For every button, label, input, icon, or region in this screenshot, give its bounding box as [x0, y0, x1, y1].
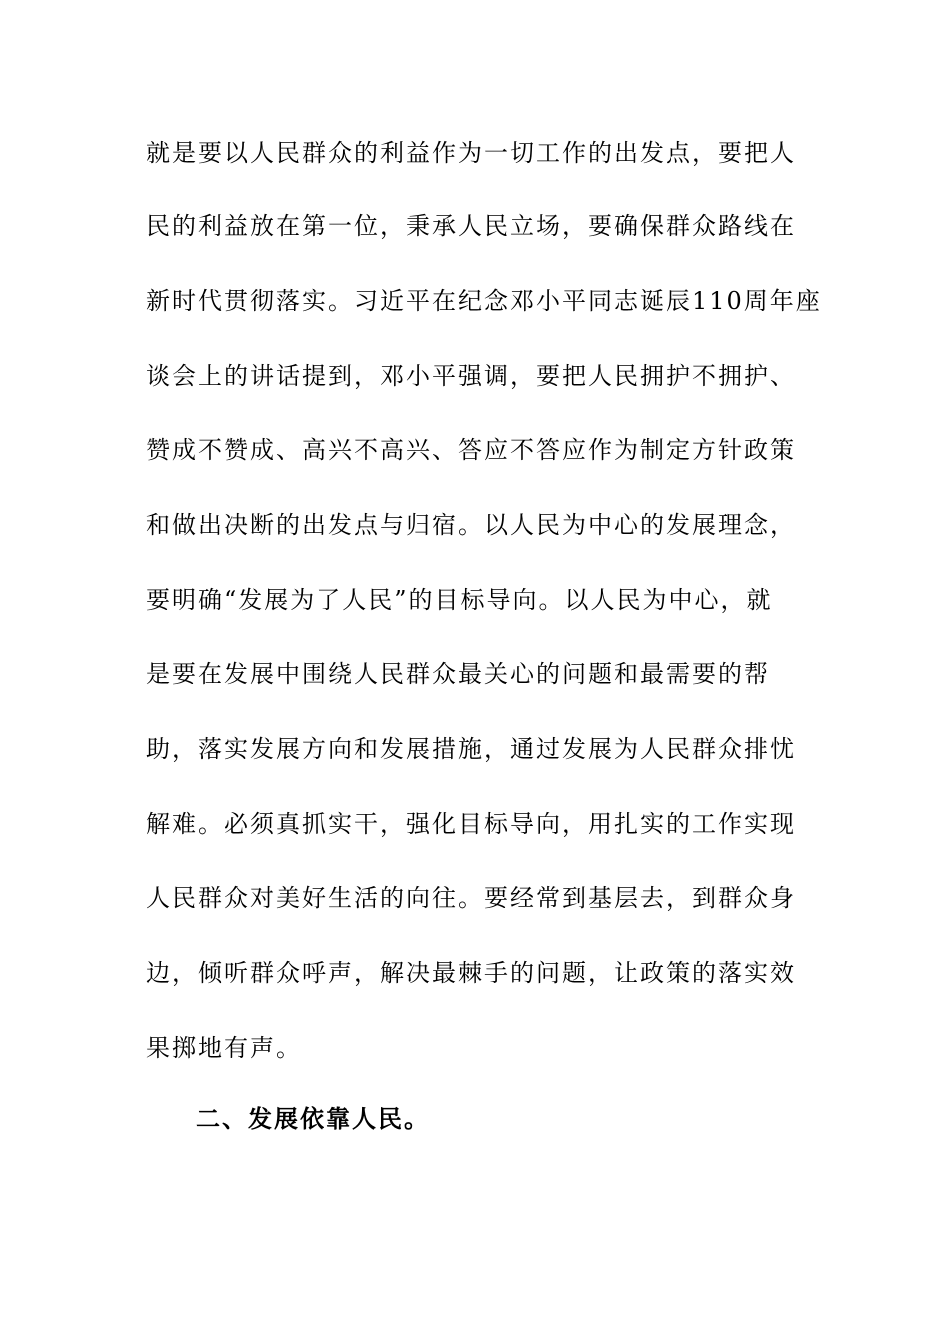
body-line-8: 是要在发展中围绕人民群众最关心的问题和最需要的帮	[146, 660, 770, 688]
body-line-6: 和做出决断的出发点与归宿。以人民为中心的发展理念，	[146, 511, 796, 539]
body-line-3: 新时代贯彻落实。习近平在纪念邓小平同志诞辰110周年座	[146, 287, 822, 315]
body-line-5: 赞成不赞成、高兴不高兴、答应不答应作为制定方针政策	[146, 436, 796, 464]
body-line-1: 就是要以人民群众的利益作为一切工作的出发点，要把人	[146, 139, 796, 167]
body-line-12: 边，倾听群众呼声，解决最棘手的问题，让政策的落实效	[146, 959, 796, 987]
body-line-13: 果掷地有声。	[146, 1034, 302, 1062]
body-line-10: 解难。必须真抓实干，强化目标导向，用扎实的工作实现	[146, 810, 796, 838]
body-line-9: 助，落实发展方向和发展措施，通过发展为人民群众排忧	[146, 735, 796, 763]
body-line-7: 要明确“发展为了人民”的目标导向。以人民为中心，就	[146, 586, 773, 614]
body-line-4: 谈会上的讲话提到，邓小平强调，要把人民拥护不拥护、	[146, 362, 796, 390]
section-heading: 二、发展依靠人民。	[196, 1104, 430, 1133]
body-line-2: 民的利益放在第一位，秉承人民立场，要确保群众路线在	[146, 212, 796, 240]
body-line-11: 人民群众对美好生活的向往。要经常到基层去，到群众身	[146, 884, 796, 912]
